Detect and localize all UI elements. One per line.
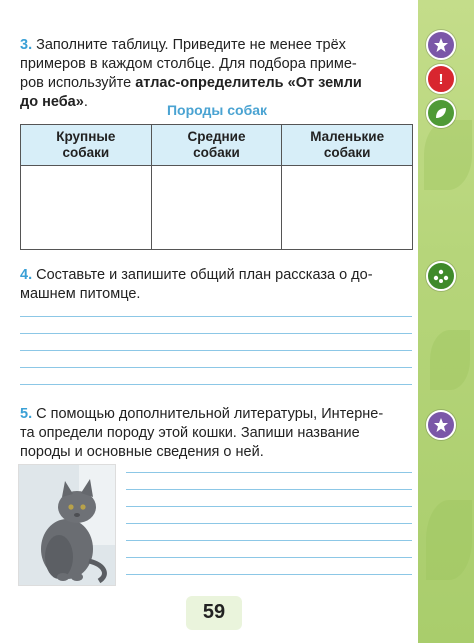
- task-number: 4.: [20, 267, 33, 283]
- writing-line[interactable]: [126, 557, 412, 558]
- writing-line[interactable]: [126, 472, 412, 473]
- dog-breeds-table: [20, 124, 413, 250]
- writing-line[interactable]: [20, 384, 412, 385]
- table-cell-input[interactable]: [282, 166, 413, 250]
- leaf-icon: [426, 98, 456, 128]
- task-text: .: [83, 94, 88, 110]
- task-text: машнем питомце.: [20, 286, 141, 302]
- cat-photo: [18, 464, 116, 586]
- task-text: С помощью дополнительной литературы, Интерне-: [36, 406, 384, 422]
- task-text: та определи породу этой кошки. Запиши название: [20, 425, 360, 441]
- column-header-medium: Средние собаки: [151, 125, 282, 166]
- task-number: 5.: [20, 406, 33, 422]
- alert-icon: !: [426, 64, 456, 94]
- writing-line[interactable]: [126, 506, 412, 507]
- column-header-small: Маленькие собаки: [282, 125, 413, 166]
- writing-line[interactable]: [126, 523, 412, 524]
- task-text: породы и основные сведения о ней.: [20, 444, 264, 460]
- task-text-bold: до неба»: [20, 94, 84, 110]
- writing-line[interactable]: [126, 574, 412, 575]
- star-badge-icon: [426, 410, 456, 440]
- task-text: примеров в каждом столбце. Для подбора приме-: [20, 56, 357, 72]
- leaf-decoration: [430, 330, 470, 390]
- writing-line[interactable]: [20, 350, 412, 351]
- leaf-decoration: [424, 120, 472, 190]
- task-text: Заполните таблицу. Приведите не менее трёх: [36, 37, 346, 53]
- table-cell-input[interactable]: [151, 166, 282, 250]
- writing-line[interactable]: [20, 367, 412, 368]
- task-text: ров используйте: [20, 75, 136, 91]
- leaf-decoration: [426, 500, 472, 580]
- page-number: 59: [202, 601, 226, 623]
- table-cell-input[interactable]: [21, 166, 152, 250]
- task-text-bold: атлас-определитель «От земли: [135, 75, 362, 91]
- writing-line[interactable]: [20, 316, 412, 317]
- task-5: [20, 405, 414, 462]
- writing-line[interactable]: [20, 333, 412, 334]
- task-number: 3.: [20, 37, 33, 53]
- star-badge-icon: [426, 30, 456, 60]
- writing-line[interactable]: [126, 540, 412, 541]
- task-3: [20, 36, 414, 112]
- group-work-icon: [426, 261, 456, 291]
- table-title: Породы собак: [166, 102, 268, 118]
- column-header-large: Крупные собаки: [21, 125, 152, 166]
- task-text: Составьте и запишите общий план рассказа о до-: [36, 267, 373, 283]
- writing-line[interactable]: [126, 489, 412, 490]
- task-4: [20, 266, 414, 304]
